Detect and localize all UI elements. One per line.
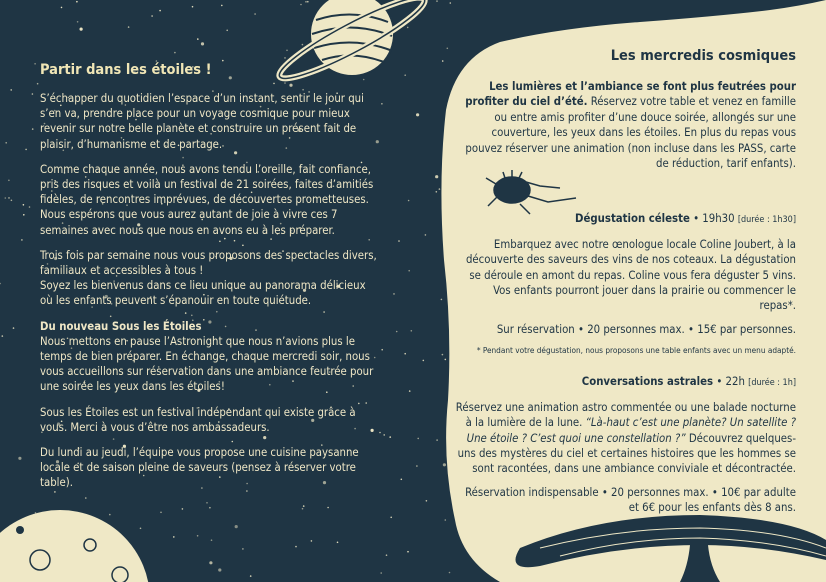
star bbox=[311, 540, 313, 542]
wednesday-intro-bold: Les lumières et l’ambiance se font plus feutrées pour profiter du ciel d’été. bbox=[465, 80, 796, 109]
star bbox=[209, 561, 212, 564]
star bbox=[381, 103, 383, 105]
star bbox=[442, 354, 444, 356]
star bbox=[34, 63, 36, 65]
star bbox=[182, 508, 184, 510]
star bbox=[61, 7, 63, 9]
star bbox=[250, 575, 252, 577]
star bbox=[140, 528, 142, 530]
star bbox=[439, 188, 441, 190]
star bbox=[435, 175, 438, 178]
event-tasting-booking: Sur réservation • 20 personnes max. • 15€ par personnes. bbox=[496, 322, 796, 336]
star bbox=[29, 206, 31, 208]
star bbox=[226, 30, 228, 32]
event-tasting-header bbox=[455, 211, 796, 228]
star bbox=[206, 502, 208, 504]
star bbox=[441, 299, 443, 301]
event-astro-duration: [durée : 1h] bbox=[748, 378, 796, 389]
news-subtitle: Du nouveau Sous les Étoiles bbox=[40, 319, 202, 333]
star bbox=[337, 542, 339, 544]
intro-paragraph-6: Du lundi au jeudi, l’équipe vous propose une cuisine paysanne locale et de saison pleine de saveurs (pensez à réserver votre table). bbox=[40, 446, 359, 490]
star bbox=[443, 463, 446, 466]
event-astro-desc-a: Réservez une animation astro commentée ou une balade nocturne à la lumière de la lune. bbox=[455, 400, 796, 430]
star bbox=[159, 10, 161, 12]
intro-paragraph-3 bbox=[40, 248, 380, 309]
star bbox=[305, 1, 307, 3]
star bbox=[327, 507, 329, 509]
star bbox=[201, 42, 204, 45]
star bbox=[449, 572, 451, 574]
star bbox=[37, 83, 39, 85]
star bbox=[380, 572, 382, 574]
star bbox=[8, 180, 10, 182]
event-astro-header bbox=[455, 374, 796, 391]
star bbox=[396, 331, 398, 333]
star bbox=[436, 439, 438, 441]
event-astro-time: • 22h bbox=[713, 375, 749, 389]
star bbox=[218, 568, 221, 571]
star bbox=[25, 149, 27, 151]
star bbox=[197, 535, 199, 537]
star bbox=[295, 546, 297, 548]
star bbox=[423, 360, 425, 362]
star bbox=[235, 525, 238, 528]
star bbox=[11, 200, 13, 202]
star bbox=[425, 234, 427, 236]
star bbox=[32, 93, 34, 95]
star bbox=[5, 142, 7, 144]
event-tasting-note: * Pendant votre dégustation, nous proposons une table enfants avec un menu adapté. bbox=[476, 345, 796, 356]
star bbox=[393, 293, 395, 295]
star bbox=[404, 74, 406, 76]
intro-column bbox=[40, 60, 380, 501]
star bbox=[303, 505, 305, 507]
star bbox=[407, 551, 409, 553]
star bbox=[417, 438, 419, 440]
star bbox=[221, 5, 223, 7]
intro-title: Partir dans les étoiles ! bbox=[40, 62, 212, 78]
star bbox=[21, 239, 23, 241]
event-astro-booking: Réservation indispensable • 20 personnes max. • 10€ par adulte et 6€ pour les enfants dès 8 ans. bbox=[465, 485, 796, 515]
star bbox=[254, 13, 256, 15]
star bbox=[436, 0, 438, 2]
star bbox=[401, 479, 403, 481]
star bbox=[23, 214, 25, 216]
star bbox=[284, 57, 286, 59]
star bbox=[23, 204, 25, 206]
event-astro-desc-b: Découvrez quelques-uns des mystères du ciel et certaines histoires que les hommes se sont racontées, dans une ambiance conviviale et décontractée. bbox=[457, 431, 796, 476]
star bbox=[128, 26, 130, 28]
star bbox=[174, 52, 176, 54]
star bbox=[416, 113, 419, 116]
event-astro-description bbox=[455, 400, 796, 477]
star bbox=[109, 514, 111, 516]
event-tasting-name: Dégustation céleste bbox=[575, 212, 690, 226]
star bbox=[10, 89, 12, 91]
star bbox=[386, 554, 388, 556]
shows-text: Trois fois par semaine nous vous proposons des spectacles divers, familiaux et accessibles à tous ! bbox=[40, 248, 377, 278]
star bbox=[408, 270, 410, 272]
star bbox=[151, 15, 153, 17]
star bbox=[426, 500, 428, 502]
star bbox=[390, 517, 392, 519]
star bbox=[302, 508, 304, 510]
event-tasting-description: Embarquez avec notre œnologue locale Coline Joubert, à la découverte des saveurs des vins de nos coteaux. La dégustation se déroule en amont du repas. Coline vous fera déguster 5 vins. Vos enfants pourront jouer dans la prairie ou commencer le repas*. bbox=[465, 237, 796, 313]
intro-paragraph-1: S’échapper du quotidien l’espace d’un instant, sentir le jour qui s’en va, prendre place pour un voyage cosmique pour mieux revenir sur notre belle planète et construire un présent fait de plaisir, d’humanisme et de partage. bbox=[40, 92, 364, 151]
star bbox=[286, 50, 288, 52]
star bbox=[76, 1, 78, 3]
wednesday-intro bbox=[455, 79, 796, 171]
star bbox=[173, 536, 175, 538]
intro-paragraph-5: Sous les Étoiles est un festival indépendant qui existe grâce à vous. Merci à vous d’être nos ambassadeurs. bbox=[40, 405, 356, 434]
event-astro-quote: “Là-haut c’est une planète? Un satellite ? Une étoile ? C’est quoi une constellation ?” bbox=[466, 416, 796, 445]
star bbox=[398, 240, 400, 242]
star bbox=[32, 128, 34, 130]
star bbox=[209, 507, 211, 509]
star bbox=[416, 465, 418, 467]
star bbox=[445, 359, 447, 361]
event-tasting-time: • 19h30 bbox=[689, 212, 738, 226]
intro-paragraph-4 bbox=[40, 319, 380, 395]
star bbox=[409, 390, 411, 392]
star bbox=[242, 548, 244, 550]
star bbox=[13, 327, 15, 329]
star bbox=[77, 21, 79, 23]
event-tasting-duration: [durée : 1h30] bbox=[737, 215, 796, 226]
star bbox=[450, 2, 452, 4]
star bbox=[5, 197, 7, 199]
welcome-text: Soyez les bienvenus dans ce lieu unique au panorama délicieux où les enfants peuvent s’épanouir en toute quiétude. bbox=[40, 279, 366, 308]
star bbox=[8, 197, 10, 199]
star bbox=[445, 519, 447, 521]
star bbox=[383, 434, 385, 436]
intro-paragraph-2: Comme chaque année, nous avons tendu l’oreille, fait confiance, pris des risques et voilà un festival de 21 soirées, faites d’amitiés fidèles, de rencontres imprévues, de découvertes prometteuses. Nous espérons que vous aurez autant de joie à vivre ces 7 semaines avec nous que nous en avons eu à les préparer. bbox=[40, 162, 374, 237]
star bbox=[407, 27, 409, 29]
star bbox=[302, 44, 304, 46]
star bbox=[18, 457, 21, 460]
news-text: Nous mettons en pause l’Astronight que nous n’avions plus le temps de bien préparer. En échange, chaque mercredi soir, nous vous accueillons sur réservation dans une ambiance feutrée pour une soirée les yeux dans les étoiles! bbox=[40, 334, 374, 394]
star bbox=[411, 330, 413, 332]
star bbox=[381, 349, 383, 351]
star bbox=[80, 28, 83, 31]
star bbox=[447, 48, 449, 50]
star bbox=[307, 1, 309, 3]
wednesday-title: Les mercredis cosmiques bbox=[610, 48, 796, 64]
star bbox=[389, 436, 391, 438]
star bbox=[300, 4, 302, 6]
star bbox=[404, 353, 406, 355]
star bbox=[211, 539, 213, 541]
star bbox=[436, 191, 438, 193]
star bbox=[2, 335, 4, 337]
star bbox=[197, 38, 199, 40]
wednesday-intro-text: Réservez votre table et venez en famille ou entre amis profiter d’une douce soirée, allongés sur une couverture, les yeux dans les étoiles. En plus du repas vous pouvez réserver une animation (non incluse dans les PASS, carte de réduction, tarif enfants). bbox=[465, 95, 796, 171]
star bbox=[408, 200, 410, 202]
event-astro-name: Conversations astrales bbox=[581, 375, 714, 389]
star bbox=[442, 60, 444, 62]
star bbox=[192, 6, 194, 8]
wednesday-column bbox=[455, 46, 796, 524]
star bbox=[160, 512, 162, 514]
